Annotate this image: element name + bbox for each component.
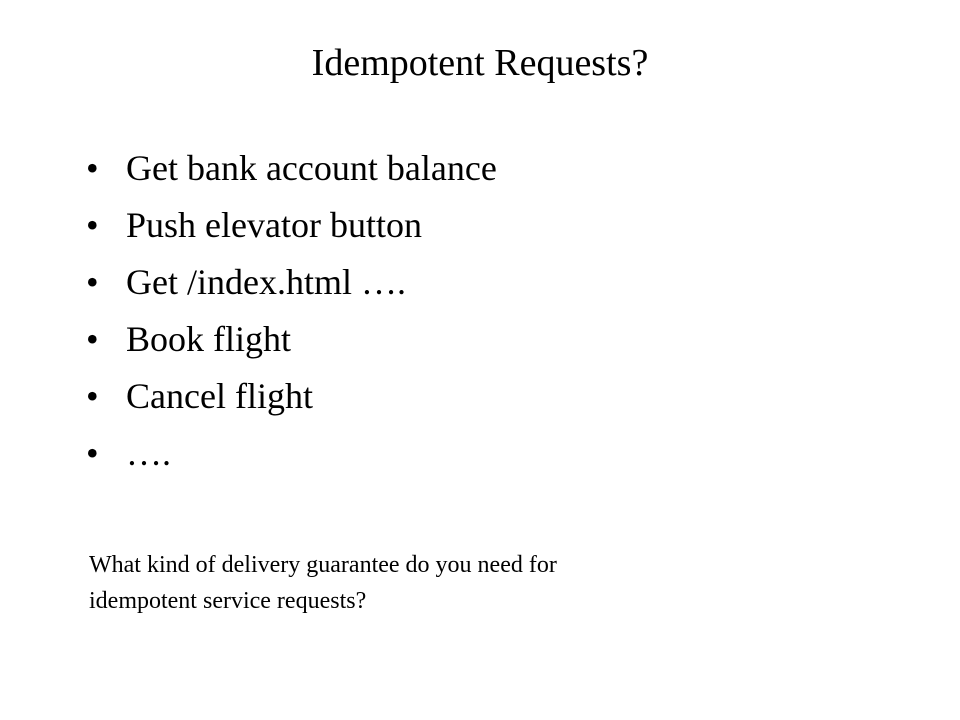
bullet-marker: • [86, 319, 99, 359]
bullet-text: Get /index.html …. [126, 262, 406, 302]
bullet-text: …. [126, 433, 171, 473]
bullet-text: Push elevator button [126, 205, 422, 245]
bullet-text: Book flight [126, 319, 292, 359]
bullet-marker: • [86, 433, 99, 473]
bullet-marker: • [86, 376, 99, 416]
question-note-line-1: What kind of delivery guarantee do you need for [89, 552, 557, 578]
bullet-text: Get bank account balance [126, 148, 497, 188]
bullet-marker: • [86, 262, 99, 302]
bullet-text: Cancel flight [126, 376, 313, 416]
question-note-line-2: idempotent service requests? [89, 588, 367, 614]
slide-title: Idempotent Requests? [311, 42, 649, 84]
bullet-marker: • [86, 205, 99, 245]
question-note [89, 547, 789, 619]
bullet-marker: • [86, 148, 99, 188]
